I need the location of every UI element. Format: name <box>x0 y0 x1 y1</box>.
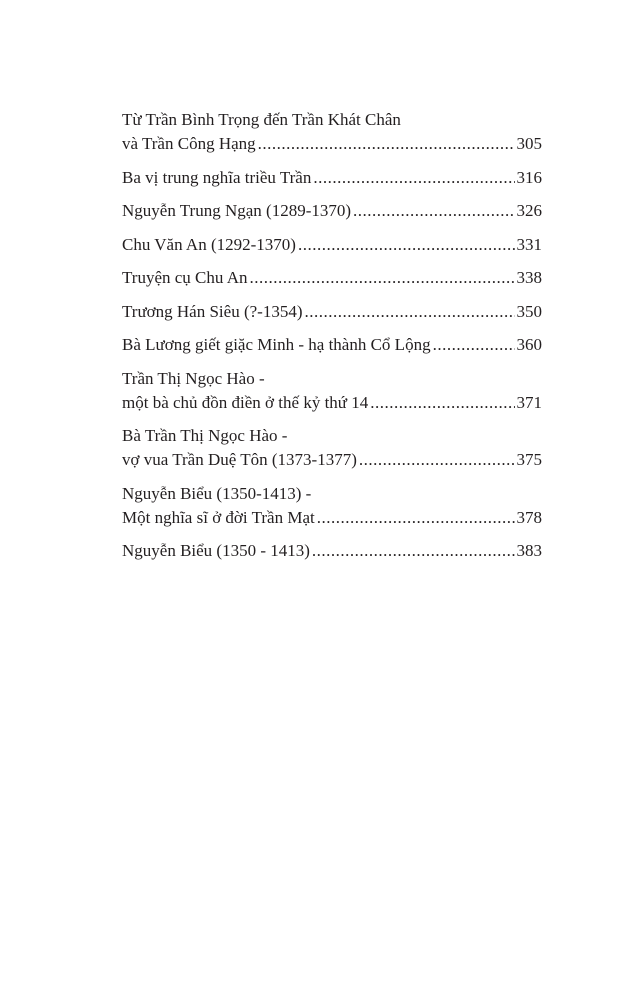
toc-entry <box>122 266 542 290</box>
toc-entry-row <box>122 300 542 324</box>
toc-entry <box>122 482 542 530</box>
toc-entry <box>122 424 542 472</box>
dot-leader <box>433 333 515 357</box>
toc-entry-title: và Trần Công Hạng <box>122 134 256 153</box>
toc-entry-row <box>122 391 542 415</box>
toc-entry-title: Chu Văn An (1292-1370) <box>122 234 296 254</box>
toc-entry-page: 360 <box>516 335 542 354</box>
toc-entry-title: Nguyễn Biểu (1350 - 1413) <box>122 541 310 560</box>
toc-entry-page: 331 <box>516 234 542 254</box>
dot-leader <box>249 266 514 290</box>
toc-entry-title: Truyện cụ Chu An <box>122 268 248 287</box>
toc-entry-row <box>122 333 542 357</box>
toc-entry <box>122 333 542 357</box>
toc-entry-row <box>122 539 542 563</box>
toc-entry-title: Nguyễn Trung Ngạn (1289-1370) <box>122 201 352 220</box>
dot-leader <box>312 539 515 563</box>
toc-entry-row <box>122 132 542 156</box>
toc-entry-row <box>122 166 542 190</box>
table-of-contents <box>122 108 542 573</box>
toc-entry-row <box>122 266 542 290</box>
dot-leader <box>258 132 515 156</box>
toc-entry-title: Ba vị trung nghĩa triều Trần <box>122 167 312 187</box>
toc-entry-title-line: Từ Trần Bình Trọng đến Trần Khát Chân <box>122 110 401 129</box>
toc-entry-row <box>122 506 542 530</box>
toc-entry <box>122 199 542 223</box>
dot-leader <box>304 300 514 324</box>
dot-leader <box>298 233 515 257</box>
toc-entry-page: 305 <box>516 134 542 153</box>
toc-entry <box>122 233 542 257</box>
toc-entry-row <box>122 448 542 472</box>
toc-entry-title: Một nghĩa sĩ ở đời Trần Mạt <box>122 507 315 527</box>
toc-entry-page: 316 <box>516 167 542 187</box>
toc-entry <box>122 108 542 156</box>
dot-leader <box>317 506 515 530</box>
dot-leader <box>359 448 515 472</box>
toc-entry-page: 350 <box>516 301 542 321</box>
toc-entry-page: 371 <box>516 392 542 412</box>
dot-leader <box>353 199 514 223</box>
toc-entry <box>122 367 542 415</box>
toc-entry-page: 378 <box>516 507 542 527</box>
toc-entry <box>122 539 542 563</box>
toc-entry-title: Trương Hán Siêu (?-1354) <box>122 301 303 321</box>
toc-entry-page: 383 <box>516 541 542 560</box>
toc-entry-title: vợ vua Trần Duệ Tôn (1373-1377) <box>122 450 357 469</box>
toc-entry-page: 338 <box>516 268 542 287</box>
toc-entry-row <box>122 199 542 223</box>
toc-entry-title: một bà chủ đồn điền ở thế kỷ thứ 14 <box>122 392 369 412</box>
dot-leader <box>370 391 514 415</box>
toc-entry-page: 326 <box>516 201 542 220</box>
toc-entry <box>122 300 542 324</box>
toc-entry-title: Bà Lương giết giặc Minh - hạ thành Cổ Lộng <box>122 335 431 354</box>
dot-leader <box>313 166 514 190</box>
toc-entry-title-line: Trần Thị Ngọc Hào - <box>122 368 265 388</box>
toc-entry-page: 375 <box>516 450 542 469</box>
toc-entry-title-line: Nguyễn Biểu (1350-1413) - <box>122 483 312 503</box>
toc-entry-row <box>122 233 542 257</box>
toc-entry-title-line: Bà Trần Thị Ngọc Hào - <box>122 426 288 445</box>
toc-entry <box>122 166 542 190</box>
